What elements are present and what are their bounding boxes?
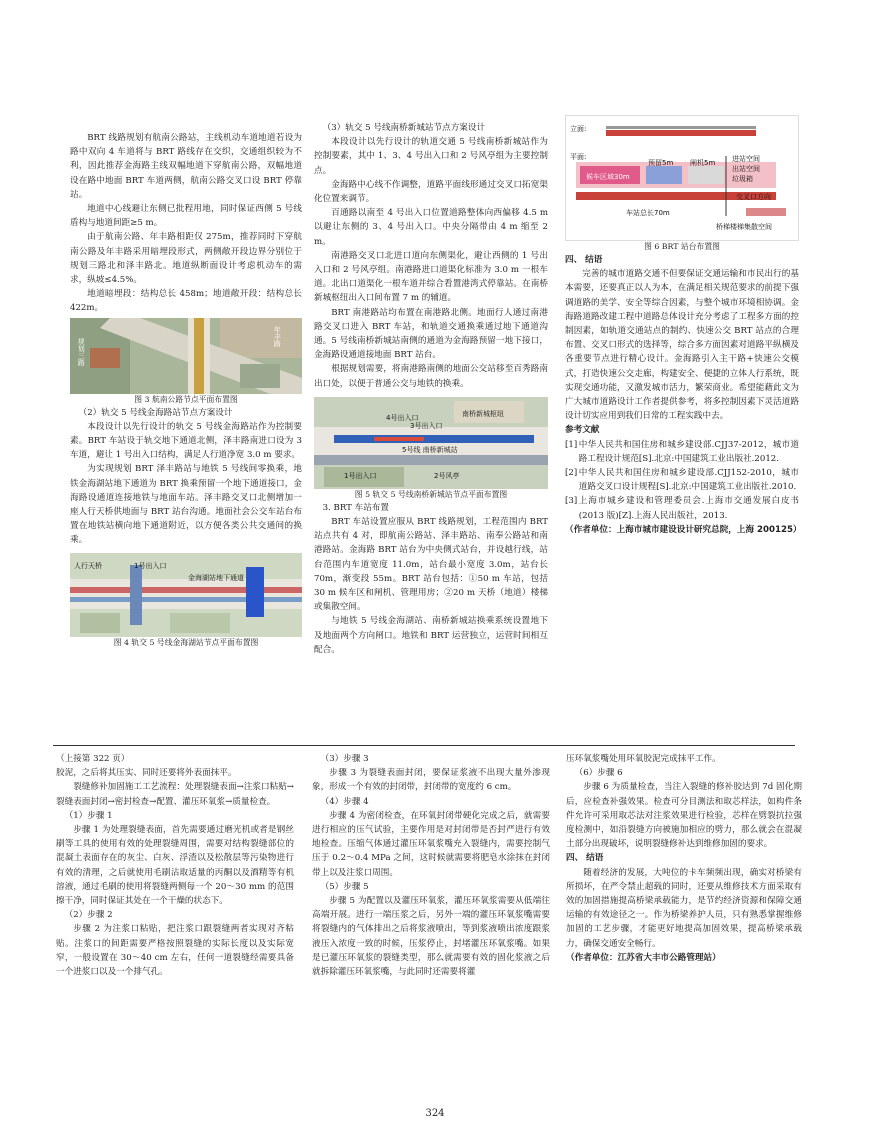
paragraph: 由于航南公路、年丰路相距仅 275m，推荐同时下穿航南公路及年丰路采用暗埋段形式，两侧敞开段边界分别位于规划三路北和泽丰路北。地道纵断面设计考虑机动车的需求，纵坡≤4.5%。 <box>70 232 302 286</box>
paragraph: 步骤 1 为处理裂缝表面，首先需要通过磨光机或者是钢丝刷等工具的使用有效的处理裂缝周围，需要对结构裂缝部位的混凝土表面存在的灰尘、白灰、浮渣以及松散层等污染物进行有效的清理，之后就使用毛刷沾取适量的丙酮以及酒精等有机溶液，通过毛刷的使用将裂缝两侧每一个 20～30 mm 的范围擦干净，同时保证其处在一个干燥的状态下。 <box>56 825 294 907</box>
figure-5-label: 1号出入口 <box>344 471 377 480</box>
paragraph: 完善的城市道路交通不但要保证交通运输和市民出行的基本需要，还要真正以人为本，在满足相关规范要求的前提下强调道路的美学、安全等综合因素，与整个城市环境相协调。金海路道路改建工程中道路总体设计充分考虑了工程多方面的控制因素，如轨道交通站点的制约、快速公交 BRT 站点的合理布置、交叉口形式的选择等，综合多方面因素对道路平纵横及各重要节点进行精心设计。金海路引入主干路+快速公交模式，打造快速公交走廊，构建安全、便捷的立体人行系统，既实现交通功能，又激发城市活力，繁荣商业。希望能藉此文为广大城市道路设计工作者提供参考，将多控制因素下灵活道路设计切实应用到我们日常的工程实践中去。 <box>565 269 799 422</box>
step-title: （4）步骤 4 <box>320 796 369 807</box>
figure-6-image <box>565 115 799 241</box>
paragraph: 地道暗埋段：结构总长 458m；地道敞开段：结构总长 422m。 <box>70 289 302 314</box>
figure-3-label: 规划三路 <box>77 337 86 366</box>
figure-5-label: 南桥新城枢纽 <box>462 409 504 418</box>
figure-4-map <box>70 553 302 637</box>
bottom-column-3 <box>566 752 802 965</box>
paragraph: BRT 线路规划有航南公路站，主线机动车道地道若设为路中双向 4 车道将与 BRT 路线存在交织，交通组织较为不利，因此推荐金海路主线双幅地道下穿航南公路，双幅地道设在路中地面 BRT 车道两侧，航南公路交叉口设 BRT 停靠站。 <box>70 133 302 200</box>
paragraph: 为实现规划 BRT 泽丰路站与地铁 5 号线间零换乘，地铁金海湖站地下通道为 BRT 换乘预留一个地下通道接口，金海路设通道连接地铁与地面车站。泽丰路交叉口北侧增加一座人行天桥供地面与 BRT 站台沟通。地面社会公交车站台布置在地铁站横向地下通道附近，以方便各类公共交通间的换乘。 <box>70 464 302 546</box>
paragraph: 步骤 3 为裂缝表面封闭，要保证浆液不出现大量外渗现象，形成一个有效的封闭带，封闭带的宽度约 6 cm。 <box>312 768 550 793</box>
continued-note: （上接第 322 页） <box>56 754 130 764</box>
paragraph: 南港路交叉口北进口道向东侧渠化，避让西侧的 1 号出入口和 2 号风亭组。南港路进口道渠化标准为 3.0 m 一根车道。北出口道渠化一根车道并综合看置港湾式停靠站。在南桥新城枢纽出入口间布置 7 m 的辅道。 <box>314 250 548 304</box>
figure-4-label: 金海湖站地下通道 <box>188 573 244 582</box>
figure-4-label: 人行天桥 <box>74 561 102 570</box>
bottom-column-1 <box>56 752 294 979</box>
section-title: （2）轨交 5 号线金海路站节点方案设计 <box>78 407 233 418</box>
figure-6-label: 交叉口方向 <box>736 193 771 201</box>
paragraph: 本段设计以先行设计的轨道交通 5 号线南桥新城站作为控制要素，其中 1、3、4 号出入口和 2 号风亭组为主要控制点。 <box>314 137 548 176</box>
author-affiliation: （作者单位：江苏省大丰市公路管理站） <box>566 952 721 963</box>
figure-6-label: 立面: <box>570 125 587 133</box>
figure-6-label: 候车区域30m <box>586 173 630 181</box>
paragraph: 随着经济的发展，大吨位的卡车频频出现，确实对桥梁有所损坏，在严令禁止超载的同时，还要从维修技术方面采取有效的加固措施提高桥梁承载能力，是节约经济资源和保障交通运输的有效途径之一。作为桥梁养护人员，只有熟悉掌握维修加固的工艺步骤，才能更好地提高加固效果，提高桥梁承载力，确保交通安全畅行。 <box>566 867 802 949</box>
figure-5-caption: 图 5 轨交 5 号线南桥新城站节点平面布置图 <box>354 489 508 499</box>
divider-line <box>53 745 795 746</box>
paragraph: 胶泥，之后将其压实、同时还要将外表面抹平。 <box>56 768 237 779</box>
reference-item: [3] 上海市城乡建设和管理委员会.上海市交通发展白皮书(2013 版)[Z].上海人民出版社，2013. <box>565 496 799 521</box>
references-list <box>565 438 799 523</box>
figure-4-label: 1号出入口 <box>134 561 167 570</box>
paragraph: 百通路以南至 4 号出入口位置道路整体向西偏移 4.5 m 以避让东侧的 3、4 号出入口。中央分隔带由 4 m 缩至 2 m。 <box>314 208 548 247</box>
paragraph: BRT 南港路站均布置在南港路北侧。地面行人通过南港路交叉口进入 BRT 车站，和轨道交通换乘通过地下通道沟通。5 号线南桥新城站南侧的通道为金海路预留一地下接口，金海路设通道接地面 BRT 站台。 <box>314 307 548 361</box>
section-heading: 四、 结语 <box>566 853 604 864</box>
figure-3-map <box>70 318 302 394</box>
paragraph: 压环氧浆嘴处用环氧胶泥完成抹平工作。 <box>566 754 721 764</box>
step-title: （2）步骤 2 <box>64 910 113 921</box>
figure-3-label: 年丰路 <box>273 325 282 347</box>
paragraph: 步骤 5 为配置以及灌压环氧浆，灌压环氧浆需要从低端往高端开展。进行一端压浆之后，另外一端的灌压环氧浆嘴需要将裂缝内的气体排出之后将浆液喷出，等到浆液喷出浓度跟浆液压入浓度一致的时候，压浆停止，封堵灌压环氧浆嘴。如果是已灌压环氧浆的裂缝类型，那么就需要有效的固化浆液之后就拆除灌压环氧浆嘴，与此同时还需要将灌 <box>312 896 550 978</box>
section-heading: 四、 结语 <box>565 255 603 265</box>
author-affiliation: （作者单位：上海市城市建设设计研究总院，上海 200125） <box>565 524 802 535</box>
figure-4-caption: 图 4 轨交 5 号线金海湖站节点平面布置图 <box>113 637 259 647</box>
figure-3-caption: 图 3 航南公路节点平面布置图 <box>134 394 238 404</box>
figure-6-label: 闸机5m <box>690 159 716 167</box>
paragraph: 金海路中心线不作调整，道路平面线形通过交叉口拓宽渠化位置来调节。 <box>314 179 548 205</box>
figure-6-label: 出站空间 <box>732 165 760 173</box>
section-title: （3）轨交 5 号线南桥新城站节点方案设计 <box>322 123 486 133</box>
paragraph: 步骤 4 为密闭检查，在环氧封闭带硬化完成之后，就需要进行相应的压气试验，主要作用是对封闭带是否封严进行有效地检查。压缩气体通过灌压环氧浆嘴充入裂缝内，需要控制气压于 0.2～0.4 MPa 之间，这时候就需要将肥皂水涂抹在封闭带上以及注浆口周围。 <box>312 810 550 878</box>
references-heading: 参考文献 <box>565 425 600 436</box>
figure-6-label: 进站空间 <box>732 155 760 163</box>
figure-5-label: 5号线 南桥新城站 <box>402 445 458 454</box>
figure-5-image <box>314 397 548 489</box>
figure-6-label: 平面: <box>570 153 587 161</box>
reference-item: [2] 中华人民共和国住房和城乡建设部.CJJ152-2010，城市道路交叉口设计规程[S].北京:中国建筑工业出版社.2010. <box>565 468 799 493</box>
top-column-1 <box>70 131 302 649</box>
figure-6-caption: 图 6 BRT 站台布置图 <box>644 242 720 251</box>
reference-item: [1] 中华人民共和国住房和城乡建设部.CJJ37-2012，城市道路工程设计规范[S].北京:中国建筑工业出版社.2012. <box>565 439 799 464</box>
figure-5-label: 2号风亭 <box>434 471 460 480</box>
figure-4-image <box>70 553 302 637</box>
step-title: （5）步骤 5 <box>320 881 369 892</box>
page-number: 324 <box>425 1108 445 1119</box>
figure-5-label: 4号出入口 <box>386 413 419 422</box>
figure-6-label: 预留5m <box>648 159 674 167</box>
paragraph: 步骤 2 为注浆口粘贴，把注浆口跟裂缝两者实现对齐粘贴。注浆口的间距需要严格按照裂缝的实际长度以及实际宽窄，一般设置在 30～40 cm 左右，任何一道裂缝经需要具备一个进浆口以及一个排气孔。 <box>56 924 294 978</box>
figure-6-label: 垃圾箱 <box>732 175 753 183</box>
figure-6-label: 桥梯楼梯集散空间 <box>716 223 772 231</box>
top-column-3 <box>565 113 802 537</box>
figure-5-label: 3号出入口 <box>410 421 443 430</box>
paragraph: 步骤 6 为质量检查，当注入裂缝的修补胶达到 7d 固化期后，应检查补强效果。检查可分目测法和取芯样法，如构件条件允许可采用取芯法对注浆效果进行检验，芯样在劈裂抗拉强度检测中，如沿裂缝方向被施加相应的劈力，那么就会在混凝土部分出现破坏，说明裂缝修补达到维修加固的要求。 <box>566 782 802 850</box>
paragraph: 裂缝修补加固施工工艺流程：处理裂缝表面→注浆口粘贴→裂缝表面封闭→密封检查→配置、灌压环氧浆→质量检查。 <box>56 782 294 807</box>
top-column-2 <box>314 121 548 657</box>
step-title: （3）步骤 3 <box>320 754 369 764</box>
paragraph: 根据规划需要，将南港路南侧的地面公交站移至百秀路南出口处，以便于普通公交与地铁的换乘。 <box>314 364 548 389</box>
bottom-column-2 <box>312 752 550 979</box>
step-title: （1）步骤 1 <box>64 810 113 821</box>
step-title: （6）步骤 6 <box>574 768 623 779</box>
paragraph: BRT 车站设置应服从 BRT 线路规划，工程范围内 BRT 站点共有 4 对，即航南公路站、泽丰路站、南奉公路站和南港路站。金海路 BRT 站台为中央侧式站台，并设越行线，站台范围内车道宽度 11.0m，站台最小宽度 3.0m，站台长 70m，渐变段 55m。BRT 站台包括：①50 m 车站，包括 30 m 候车区和闸机、管理用房；②20 m 天桥（地道）楼梯或集散空间。 <box>314 517 548 613</box>
paragraph: 与地铁 5 号线金海湖站、南桥新城站换乘系统设置地下及地面两个方向闸口。地铁和 BRT 运营独立，运营时间相互配合。 <box>314 616 548 655</box>
figure-3-image <box>70 318 302 394</box>
figure-6-label: 车站总长70m <box>626 209 670 217</box>
paragraph: 地道中心线避让东侧已批程用地，同时保证西侧 5 号线盾构与地道间距≥5 m。 <box>70 204 302 229</box>
paragraph: 本段设计以先行设计的轨交 5 号线金海路站作为控制要素。BRT 车站设于轨交地下通道北侧，泽丰路南进口设为 3 车道，避让 1 号出入口结构，满足人行道净宽 3.0 m 要求。 <box>70 421 302 461</box>
section-title: 3. BRT 车站布置 <box>322 502 389 513</box>
